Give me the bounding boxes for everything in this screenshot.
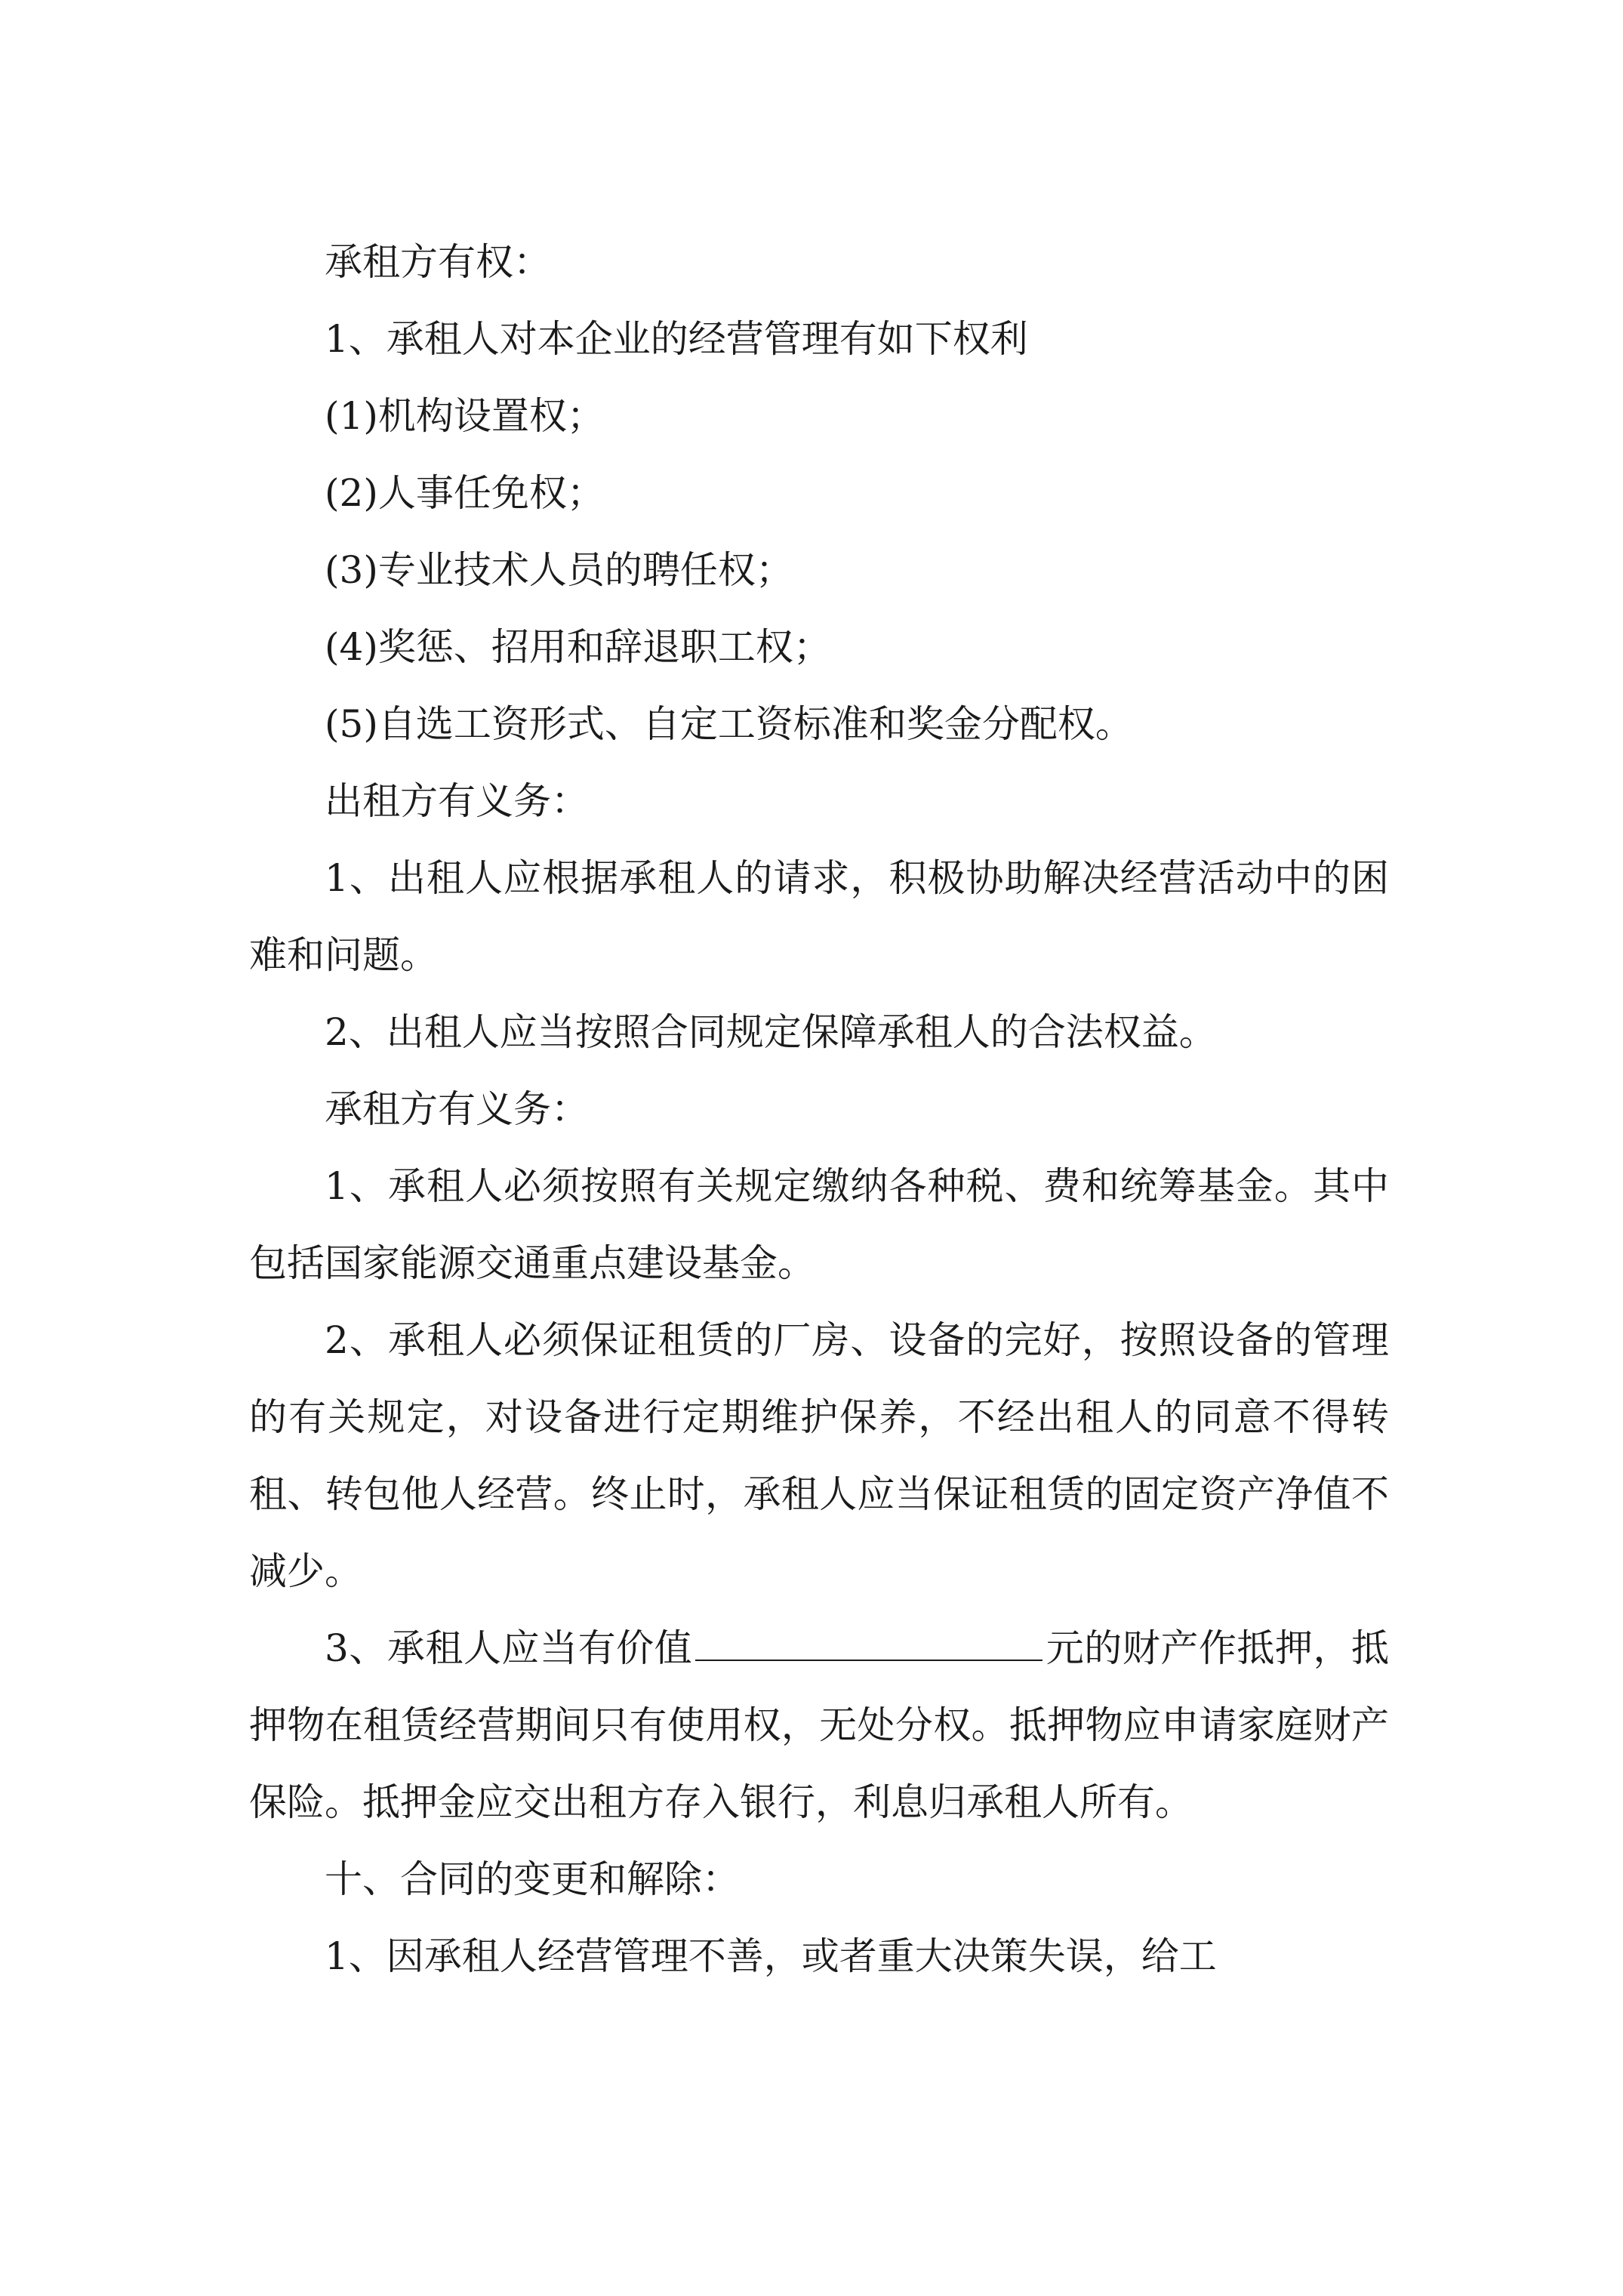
paragraph: 1、承租人必须按照有关规定缴纳各种税、费和统筹基金。其中包括国家能源交通重点建设基金。 (249, 1164, 1389, 1285)
list-item: (5)自选工资形式、自定工资标准和奖金分配权。 (325, 702, 1133, 746)
document-body (249, 223, 1389, 1995)
list-item: (1)机构设置权； (325, 394, 605, 438)
list-item: (4)奖惩、招用和辞退职工权； (325, 625, 831, 669)
collateral-text-before: 3、承租人应当有价值 (325, 1626, 693, 1670)
paragraph: 2、出租人应当按照合同规定保障承租人的合法权益。 (325, 1010, 1217, 1054)
paragraph-collateral (249, 1610, 1389, 1841)
section-heading-lessee-duties: 承租方有义务： (325, 1087, 589, 1131)
value-blank-line (695, 1659, 1042, 1661)
paragraph: 1、因承租人经营管理不善，或者重大决策失误，给工 (325, 1934, 1217, 1978)
section-heading-lessee-rights: 承租方有权： (325, 240, 551, 284)
section-heading-lessor-duties: 出租方有义务： (325, 779, 589, 823)
section-heading-contract-change: 十、合同的变更和解除： (325, 1857, 740, 1901)
paragraph: 1、出租人应根据承租人的请求，积极协助解决经营活动中的困难和问题。 (249, 856, 1389, 977)
list-item: (3)专业技术人员的聘任权； (325, 548, 793, 592)
list-item: (2)人事任免权； (325, 471, 605, 515)
collateral-text-after: 元的财产作抵押，抵押物在租赁经营期间只有使用权，无处分权。抵押物应申请家庭财产保险。抵押金应交出租方存入银行，利息归承租人所有。 (249, 1626, 1390, 1824)
paragraph: 1、承租人对本企业的经营管理有如下权利 (325, 317, 1028, 361)
paragraph: 2、承租人必须保证租赁的厂房、设备的完好，按照设备的管理的有关规定，对设备进行定期维护保养，不经出租人的同意不得转租、转包他人经营。终止时，承租人应当保证租赁的固定资产净值不减少。 (249, 1318, 1389, 1593)
